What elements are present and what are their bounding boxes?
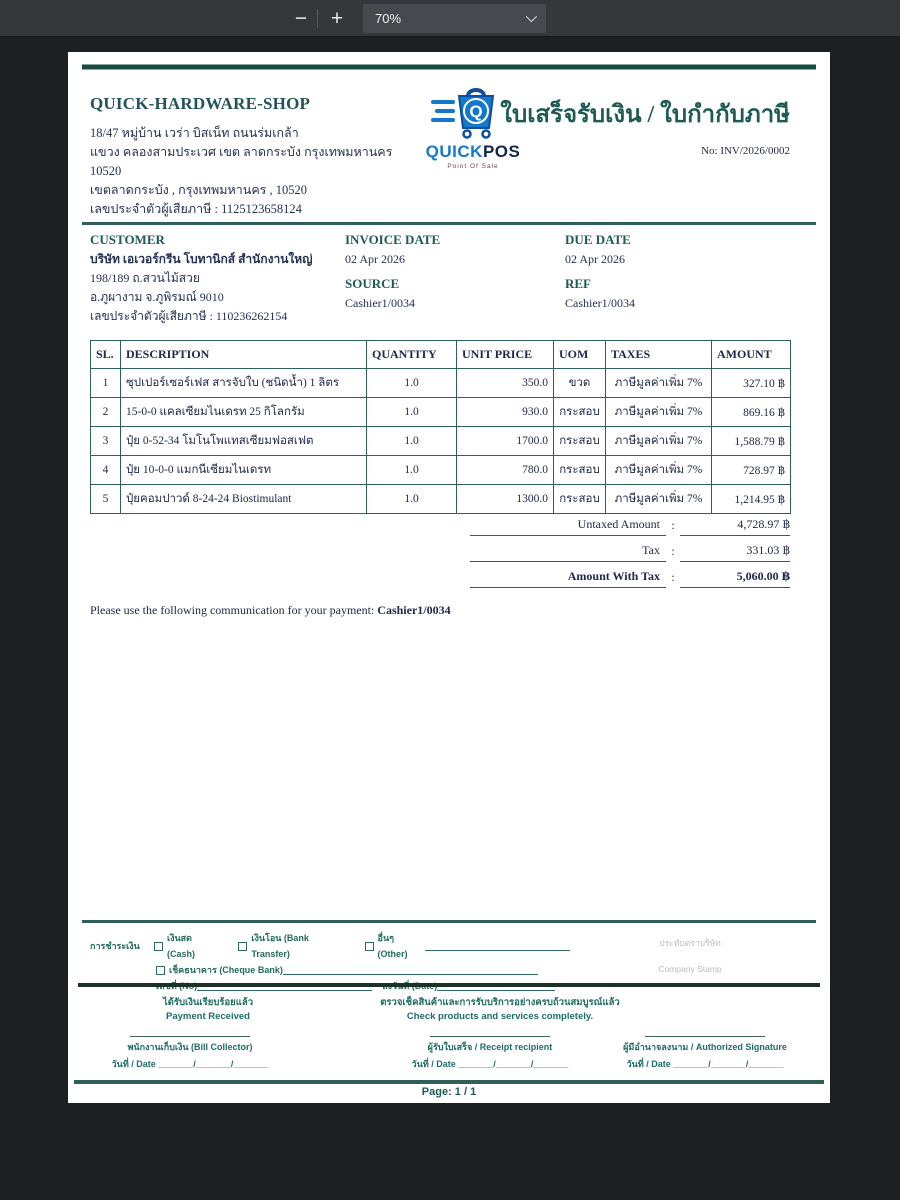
payment-method-label: การชำระเงิน	[90, 941, 140, 951]
svg-text:Q: Q	[469, 102, 483, 121]
invoice-date-block	[345, 230, 555, 313]
company-stamp-area	[620, 936, 760, 988]
invoice-date-value: 02 Apr 2026	[345, 252, 405, 266]
zoom-level-value: 70%	[375, 11, 402, 26]
document-title-block	[460, 94, 790, 157]
check-products-english: Check products and services completely.	[406, 1011, 594, 1022]
cell-amount: 327.10 ฿	[712, 369, 791, 398]
cell-sl: 1	[91, 369, 121, 398]
cell-sl: 3	[91, 427, 121, 456]
cell-uom: กระสอบ	[554, 485, 606, 514]
cell-description: ซุปเปอร์เซอร์เฟส สารจับใบ (ชนิดน้ำ) 1 ลิตร	[121, 369, 367, 398]
cell-amount: 1,214.95 ฿	[712, 485, 791, 514]
payment-reference-code: Cashier1/0034	[377, 603, 451, 617]
cheque-option-label: เช็คธนาคาร (Cheque Bank)	[169, 965, 283, 975]
tax-label: Tax	[470, 543, 666, 562]
source-label: SOURCE	[345, 276, 400, 291]
untaxed-amount-label: Untaxed Amount	[470, 517, 666, 536]
receipt-recipient-signature	[380, 1036, 600, 1071]
cell-quantity: 1.0	[367, 485, 457, 514]
payment-received-english: Payment Received	[166, 1011, 250, 1022]
tax-value: 331.03 ฿	[680, 543, 790, 562]
brand-tagline: Point Of Sale	[447, 163, 499, 170]
cell-description: ปุ๋ย 0-52-34 โมโนโพแทสเซียมฟอสเฟต	[121, 427, 367, 456]
due-date-value: 02 Apr 2026	[565, 252, 625, 266]
page-number: Page: 1 / 1	[421, 1086, 477, 1098]
page-footer-rule	[74, 1080, 824, 1084]
bill-collector-label: พนักงานเก็บเงิน (Bill Collector)	[127, 1042, 253, 1052]
cell-taxes: ภาษีมูลค่าเพิ่ม 7%	[606, 369, 712, 398]
invoice-number: No: INV/2026/0002	[701, 145, 790, 157]
blank-line	[425, 941, 570, 951]
cell-amount: 728.97 ฿	[712, 456, 791, 485]
cash-option-label: เงินสด (Cash)	[167, 933, 196, 959]
seller-address-line3: เขตลาดกระบัง , กรุงเทพมหานคร , 10520	[90, 183, 308, 197]
cell-sl: 2	[91, 398, 121, 427]
zoom-level-dropdown[interactable]	[363, 4, 546, 33]
payment-communication-note: Please use the following communication for your payment: Cashier1/0034	[90, 603, 451, 617]
authorized-signature	[595, 1036, 815, 1071]
cell-description: ปุ๋ยคอมปาวด์ 8-24-24 Biostimulant	[121, 485, 367, 514]
cell-uom: กระสอบ	[554, 427, 606, 456]
cell-sl: 5	[91, 485, 121, 514]
cell-sl: 4	[91, 456, 121, 485]
col-header-uom: UOM	[554, 341, 606, 369]
payment-received-thai: ได้รับเงินเรียบร้อยแล้ว	[162, 997, 254, 1008]
cell-taxes: ภาษีมูลค่าเพิ่ม 7%	[606, 427, 712, 456]
bank-transfer-option-label: เงินโอน (Bank Transfer)	[251, 933, 309, 959]
col-header-taxes: TAXES	[606, 341, 712, 369]
cell-taxes: ภาษีมูลค่าเพิ่ม 7%	[606, 398, 712, 427]
toolbar-divider	[317, 9, 318, 28]
col-header-unit-price: UNIT PRICE	[457, 341, 554, 369]
seller-address-line1: 18/47 หมู่บ้าน เวร่า บิสเน็ท ถนนร่มเกล้า	[90, 126, 299, 140]
check-products-thai: ตรวจเช็คสินค้าและการรับบริการอย่างครบถ้วนสมบูรณ์แล้ว	[380, 997, 620, 1008]
ref-value: Cashier1/0034	[565, 296, 635, 310]
seller-block	[90, 94, 406, 219]
col-header-amount: AMOUNT	[712, 341, 791, 369]
signature-line	[130, 1036, 250, 1037]
cell-amount: 869.16 ฿	[712, 398, 791, 427]
authorized-signature-label: ผู้มีอำนาจลงนาม / Authorized Signature	[623, 1042, 787, 1052]
cell-quantity: 1.0	[367, 427, 457, 456]
company-stamp-english: Company Stamp	[658, 964, 722, 974]
col-header-description: DESCRIPTION	[121, 341, 367, 369]
table-header-row	[91, 341, 791, 369]
other-option-label: อื่นๆ (Other)	[377, 933, 408, 959]
ref-label: REF	[565, 276, 591, 291]
cell-description: 15-0-0 แคลเซียมไนเดรท 25 กิโลกรัม	[121, 398, 367, 427]
blank-line	[283, 965, 538, 975]
amount-with-tax-label: Amount With Tax	[470, 569, 666, 588]
cell-amount: 1,588.79 ฿	[712, 427, 791, 456]
customer-address1: 198/189 ถ.สวนไม้สวย	[90, 271, 200, 285]
table-row	[91, 369, 791, 398]
footer-dark-rule	[78, 983, 820, 987]
customer-label: CUSTOMER	[90, 232, 165, 247]
untaxed-amount-row: Untaxed Amount : 4,728.97 ฿	[470, 510, 790, 536]
customer-address2: อ.ภูผางาม จ.ภูพิรมณ์ 9010	[90, 290, 224, 304]
payment-section-top-rule	[82, 920, 816, 923]
customer-block	[90, 230, 340, 326]
cell-uom: กระสอบ	[554, 456, 606, 485]
cell-quantity: 1.0	[367, 456, 457, 485]
tax-row: Tax : 331.03 ฿	[470, 536, 790, 562]
cell-uom: ขวด	[554, 369, 606, 398]
cell-unit-price: 930.0	[457, 398, 554, 427]
signature-date-line: วันที่ / Date _______/_______/_______	[626, 1059, 784, 1069]
due-date-block	[565, 230, 795, 313]
customer-name: บริษัท เอเวอร์กรีน โบทานิกส์ สำนักงานใหญ่	[90, 252, 313, 266]
bank-transfer-checkbox	[238, 942, 247, 951]
col-header-quantity: QUANTITY	[367, 341, 457, 369]
cell-unit-price: 350.0	[457, 369, 554, 398]
totals-section	[470, 510, 790, 588]
seller-address-line2: แขวง คลองสามประเวศ เขต ลาดกระบัง กรุงเทพมหานคร 10520	[90, 145, 393, 178]
amount-with-tax-value: 5,060.00 ฿	[680, 569, 790, 588]
cell-quantity: 1.0	[367, 398, 457, 427]
line-items-table	[90, 340, 791, 514]
table-row	[91, 398, 791, 427]
cash-checkbox	[154, 942, 163, 951]
cell-unit-price: 1300.0	[457, 485, 554, 514]
cell-description: ปุ๋ย 10-0-0 แมกนีเซียมไนเดรท	[121, 456, 367, 485]
amount-with-tax-row: Amount With Tax : 5,060.00 ฿	[470, 562, 790, 588]
signature-date-line: วันที่ / Date _______/_______/_______	[111, 1059, 269, 1069]
invoice-document-page	[68, 52, 830, 1103]
zoom-out-button[interactable]: −	[284, 0, 318, 37]
document-title: ใบเสร็จรับเงิน / ใบกำกับภาษี	[500, 102, 790, 128]
col-header-sl: SL.	[91, 341, 121, 369]
table-row	[91, 427, 791, 456]
zoom-in-button[interactable]: +	[320, 0, 354, 37]
header-bottom-rule	[82, 222, 816, 225]
company-stamp-thai: ประทับตราบริษัท	[659, 938, 721, 948]
brand-wordmark: QUICKPOS	[425, 142, 521, 161]
cell-uom: กระสอบ	[554, 398, 606, 427]
cell-taxes: ภาษีมูลค่าเพิ่ม 7%	[606, 485, 712, 514]
cheque-checkbox	[156, 966, 165, 975]
cell-unit-price: 780.0	[457, 456, 554, 485]
signature-line	[645, 1036, 765, 1037]
cell-quantity: 1.0	[367, 369, 457, 398]
check-products-block	[330, 996, 670, 1024]
table-row	[91, 456, 791, 485]
signature-date-line: วันที่ / Date _______/_______/_______	[411, 1059, 569, 1069]
bill-collector-signature	[90, 1036, 290, 1071]
chevron-down-icon	[526, 11, 537, 22]
receipt-recipient-label: ผู้รับใบเสร็จ / Receipt recipient	[427, 1042, 553, 1052]
payment-received-block	[108, 996, 308, 1024]
customer-tax-id: เลขประจำตัวผู้เสียภาษี : 110236262154	[90, 309, 288, 323]
due-date-label: DUE DATE	[565, 232, 631, 247]
header-top-rule	[82, 64, 816, 70]
seller-tax-id: เลขประจำตัวผู้เสียภาษี : 1125123658124	[90, 202, 302, 216]
pdf-viewer-toolbar	[0, 0, 900, 37]
untaxed-amount-value: 4,728.97 ฿	[680, 517, 790, 536]
other-checkbox	[365, 942, 374, 951]
signature-line	[430, 1036, 550, 1037]
cell-taxes: ภาษีมูลค่าเพิ่ม 7%	[606, 456, 712, 485]
seller-name: QUICK-HARDWARE-SHOP	[90, 94, 311, 113]
cell-unit-price: 1700.0	[457, 427, 554, 456]
source-value: Cashier1/0034	[345, 296, 415, 310]
invoice-date-label: INVOICE DATE	[345, 232, 441, 247]
